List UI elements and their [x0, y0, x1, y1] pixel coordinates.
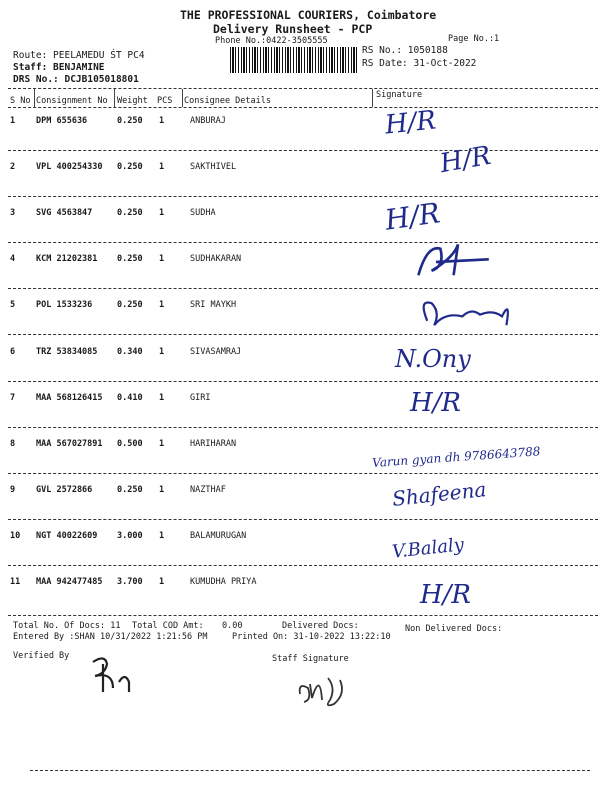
signature-row-5 — [380, 290, 580, 334]
divider — [8, 519, 598, 520]
row-weight: 0.250 — [117, 208, 143, 218]
signature-row-4 — [380, 240, 580, 284]
rs-date: RS Date: 31-Oct-2022 — [362, 58, 477, 69]
col-pcs: PCS — [157, 96, 173, 106]
row-weight: 3.000 — [117, 531, 143, 541]
total-docs: Total No. Of Docs: 11 — [13, 621, 121, 631]
row-sno: 11 — [10, 577, 21, 587]
row-pcs: 1 — [159, 116, 165, 126]
signature-row-7: H/R — [410, 388, 462, 418]
table-row — [0, 485, 600, 531]
row-consignee: SUDHA — [190, 208, 216, 218]
row-consignment: TRZ 53834085 — [36, 347, 98, 357]
row-sno: 4 — [10, 254, 16, 264]
divider — [182, 89, 183, 107]
row-consignment: MAA 942477485 — [36, 577, 103, 587]
row-consignee: GIRI — [190, 393, 211, 403]
row-consignment: KCM 21202381 — [36, 254, 98, 264]
staff-signature — [290, 664, 360, 709]
divider — [8, 107, 598, 108]
row-pcs: 1 — [159, 485, 165, 495]
divider — [34, 89, 35, 107]
total-cod-value: 0.00 — [222, 621, 243, 631]
row-weight: 0.500 — [117, 439, 143, 449]
divider — [8, 615, 598, 616]
row-consignee: KUMUDHA PRIYA — [190, 577, 257, 587]
signature-row-11: H/R — [420, 580, 472, 610]
divider — [8, 196, 598, 197]
barcode — [230, 47, 358, 73]
row-weight: 0.250 — [117, 116, 143, 126]
col-sno: S No — [10, 96, 31, 106]
row-consignment: SVG 4563847 — [36, 208, 93, 218]
row-consignee: HARIHARAN — [190, 439, 237, 449]
divider — [8, 381, 598, 382]
page-number: Page No.:1 — [448, 34, 500, 44]
col-consignment: Consignment No — [36, 96, 108, 106]
row-consignee: ANBURAJ — [190, 116, 226, 126]
row-weight: 0.410 — [117, 393, 143, 403]
rs-number: RS No.: 1050188 — [362, 45, 448, 56]
verified-by-label: Verified By — [13, 651, 70, 661]
total-cod-label: Total COD Amt: — [132, 621, 204, 631]
signature-row-1: H/R — [383, 105, 438, 141]
row-weight: 3.700 — [117, 577, 143, 587]
row-consignee: BALAMURUGAN — [190, 531, 247, 541]
row-pcs: 1 — [159, 208, 165, 218]
table-row — [0, 531, 600, 577]
row-sno: 9 — [10, 485, 16, 495]
staff-label: Staff: BENJAMINE — [13, 62, 105, 73]
table-row — [0, 393, 600, 439]
divider — [114, 89, 115, 107]
divider — [8, 288, 598, 289]
row-sno: 1 — [10, 116, 16, 126]
row-weight: 0.250 — [117, 485, 143, 495]
row-sno: 8 — [10, 439, 16, 449]
delivered-docs: Delivered Docs: — [282, 621, 359, 631]
row-consignment: VPL 400254330 — [36, 162, 103, 172]
divider — [8, 150, 598, 151]
row-consignee: SAKTHIVEL — [190, 162, 237, 172]
company-title: THE PROFESSIONAL COURIERS, Coimbatore — [180, 8, 437, 22]
row-consignee: SIVASAMRAJ — [190, 347, 242, 357]
signature-row-3: H/R — [382, 196, 442, 237]
row-consignment: POL 1533236 — [36, 300, 93, 310]
row-weight: 0.340 — [117, 347, 143, 357]
row-consignee: NAZTHAF — [190, 485, 226, 495]
row-consignment: DPM 655636 — [36, 116, 88, 126]
phone-number: Phone No.:0422-3505555 — [215, 36, 328, 46]
signature-row-8: Varun gyan dh 9786643788 — [371, 444, 541, 470]
drs-number: DRS No.: DCJB105018801 — [13, 74, 139, 85]
runsheet-subtitle: Delivery Runsheet - PCP — [213, 22, 373, 36]
row-weight: 0.250 — [117, 254, 143, 264]
table-row — [0, 116, 600, 162]
col-consignee: Consignee Details — [184, 96, 271, 106]
staff-signature-label: Staff Signature — [272, 654, 349, 664]
row-consignment: MAA 567027891 — [36, 439, 103, 449]
row-weight: 0.250 — [117, 300, 143, 310]
col-weight: Weight — [117, 96, 148, 106]
row-pcs: 1 — [159, 531, 165, 541]
row-pcs: 1 — [159, 393, 165, 403]
divider — [8, 565, 598, 566]
signature-row-6: N.Ony — [395, 345, 471, 373]
row-pcs: 1 — [159, 162, 165, 172]
row-pcs: 1 — [159, 300, 165, 310]
non-delivered-docs: Non Delivered Docs: — [405, 624, 503, 634]
divider — [372, 89, 373, 107]
printed-on: Printed On: 31-10-2022 13:22:10 — [232, 632, 391, 642]
row-consignee: SRI MAYKH — [190, 300, 237, 310]
row-pcs: 1 — [159, 347, 165, 357]
row-sno: 7 — [10, 393, 16, 403]
row-weight: 0.250 — [117, 162, 143, 172]
divider — [8, 88, 598, 89]
signature-row-2: H/R — [437, 140, 494, 180]
divider — [8, 427, 598, 428]
signature-row-10: V.Balaly — [391, 534, 465, 563]
table-row — [0, 577, 600, 623]
table-row — [0, 162, 600, 208]
divider — [8, 334, 598, 335]
row-pcs: 1 — [159, 577, 165, 587]
divider — [8, 473, 598, 474]
row-sno: 6 — [10, 347, 16, 357]
verified-by-signature — [85, 652, 145, 697]
signature-row-9: Shafeena — [391, 477, 488, 511]
row-sno: 10 — [10, 531, 21, 541]
row-pcs: 1 — [159, 254, 165, 264]
row-consignee: SUDHAKARAN — [190, 254, 242, 264]
row-consignment: NGT 40022609 — [36, 531, 98, 541]
entered-by: Entered By :SHAN 10/31/2022 1:21:56 PM — [13, 632, 208, 642]
row-sno: 5 — [10, 300, 16, 310]
table-row — [0, 347, 600, 393]
row-consignment: GVL 2572866 — [36, 485, 93, 495]
divider — [30, 770, 590, 771]
row-sno: 3 — [10, 208, 16, 218]
row-pcs: 1 — [159, 439, 165, 449]
col-signature: Signature — [376, 90, 423, 100]
row-sno: 2 — [10, 162, 16, 172]
route-label: Route: PEELAMEDU ŚT PC4 — [13, 50, 145, 61]
row-consignment: MAA 568126415 — [36, 393, 103, 403]
